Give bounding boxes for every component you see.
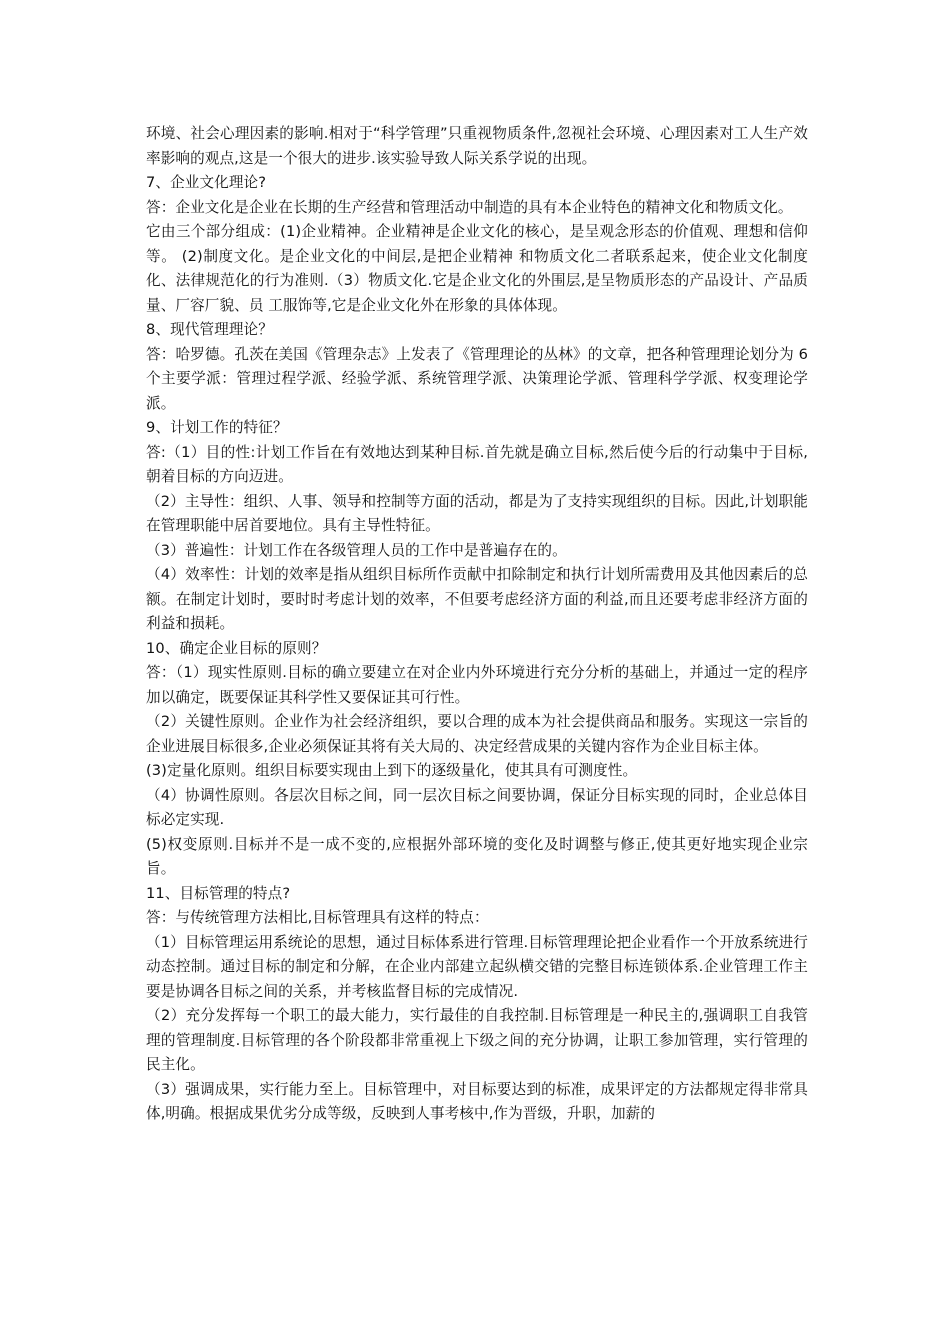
answer-q8: 答：哈罗德。孔茨在美国《管理杂志》上发表了《管理理论的丛林》的文章，把各种管理理论划分为 6 个主要学派：管理过程学派、经验学派、系统管理学派、决策理论学派、管理科学学派、权变理论学派。 xyxy=(146,345,808,412)
document-body xyxy=(146,122,808,1127)
heading-q9: 9、计划工作的特征？ xyxy=(146,419,288,436)
answer-q7-detail: 它由三个部分组成：(1)企业精神。企业精神是企业文化的核心，是呈观念形态的价值观、理想和信仰等。 (2)制度文化。是企业文化的中间层,是把企业精神 和物质文化二者联系起来，使企业文化制度化、法律规范化的行为准则.（3）物质文化.它是企业文化的外围层,是呈物质形态的产品设计、产品质量、厂容厂貌、员 工服饰等,它是企业文化外在形象的具体体现。 xyxy=(146,223,808,314)
answer-q10-item-4: （4）协调性原则。各层次目标之间，同一层次目标之间要协调，保证分目标实现的同时，企业总体目标必定实现. xyxy=(146,786,808,828)
heading-q11: 11、目标管理的特点? xyxy=(146,884,291,902)
heading-q10: 10、确定企业目标的原则？ xyxy=(146,639,327,657)
answer-q9-item-3: （3）普遍性：计划工作在各级管理人员的工作中是普遍存在的。 xyxy=(146,541,567,559)
heading-q7: 7、企业文化理论? xyxy=(146,174,267,191)
answer-q11-item-1: （1）目标管理运用系统论的思想，通过目标体系进行管理.目标管理理论把企业看作一个开放系统进行动态控制。通过目标的制定和分解，在企业内部建立起纵横交错的完整目标连锁体系.企业管理工作主要是协调各目标之间的关系，并考核监督目标的完成情况. xyxy=(146,933,808,1000)
answer-q11-intro: 答：与传统管理方法相比,目标管理具有这样的特点： xyxy=(146,909,489,926)
answer-q11-item-2: （2）充分发挥每一个职工的最大能力，实行最佳的自我控制.目标管理是一种民主的,强调职工自我管理的管理制度.目标管理的各个阶段都非常重视上下级之间的充分协调，让职工参加管理，实行管理的民主化。 xyxy=(146,1007,808,1073)
answer-q10-item-2: （2）关键性原则。企业作为社会经济组织，要以合理的成本为社会提供商品和服务。实现这一宗旨的企业进展目标很多,企业必须保证其将有关大局的、决定经营成果的关键内容作为企业目标主体。 xyxy=(146,713,808,755)
answer-q9-item-4: （4）效率性：计划的效率是指从组织目标所作贡献中扣除制定和执行计划所需费用及其他因素后的总额。在制定计划时，要时时考虑计划的效率，不但要考虑经济方面的利益,而且还要考虑非经济方面的利益和损耗。 xyxy=(146,566,808,632)
answer-q11-item-3: （3）强调成果，实行能力至上。目标管理中，对目标要达到的标准，成果评定的方法都规定得非常具体,明确。根据成果优劣分成等级，反映到人事考核中,作为晋级，升职，加薪的 xyxy=(146,1080,808,1122)
answer-q10-item-5: (5)权变原则.目标并不是一成不变的,应根据外部环境的变化及时调整与修正,使其更好地实现企业宗旨。 xyxy=(146,835,808,877)
answer-q9-item-2: （2）主导性：组织、人事、领导和控制等方面的活动，都是为了支持实现组织的目标。因此,计划职能在管理职能中居首要地位。具有主导性特征。 xyxy=(146,492,808,534)
answer-q9-item-1: 答:（1）目的性:计划工作旨在有效地达到某种目标.首先就是确立目标,然后使今后的行动集中于目标,朝着目标的方向迈进。 xyxy=(146,443,808,485)
answer-q10-item-3: (3)定量化原则。组织目标要实现由上到下的逐级量化，使其具有可测度性。 xyxy=(146,762,638,779)
answer-q7: 答：企业文化是企业在长期的生产经营和管理活动中制造的具有本企业特色的精神文化和物质文化。 xyxy=(146,198,793,216)
heading-q8: 8、现代管理理论？ xyxy=(146,321,273,338)
answer-q10-item-1: 答：（1）现实性原则.目标的确立要建立在对企业内外环境进行充分分析的基础上，并通过一定的程序加以确定，既要保证其科学性又要保证其可行性。 xyxy=(146,664,808,706)
paragraph-continuation: 环境、社会心理因素的影响.相对于“科学管理”只重视物质条件,忽视社会环境、心理因素对工人生产效率影响的观点,这是一个很大的进步.该实验导致人际关系学说的出现。 xyxy=(146,125,808,167)
